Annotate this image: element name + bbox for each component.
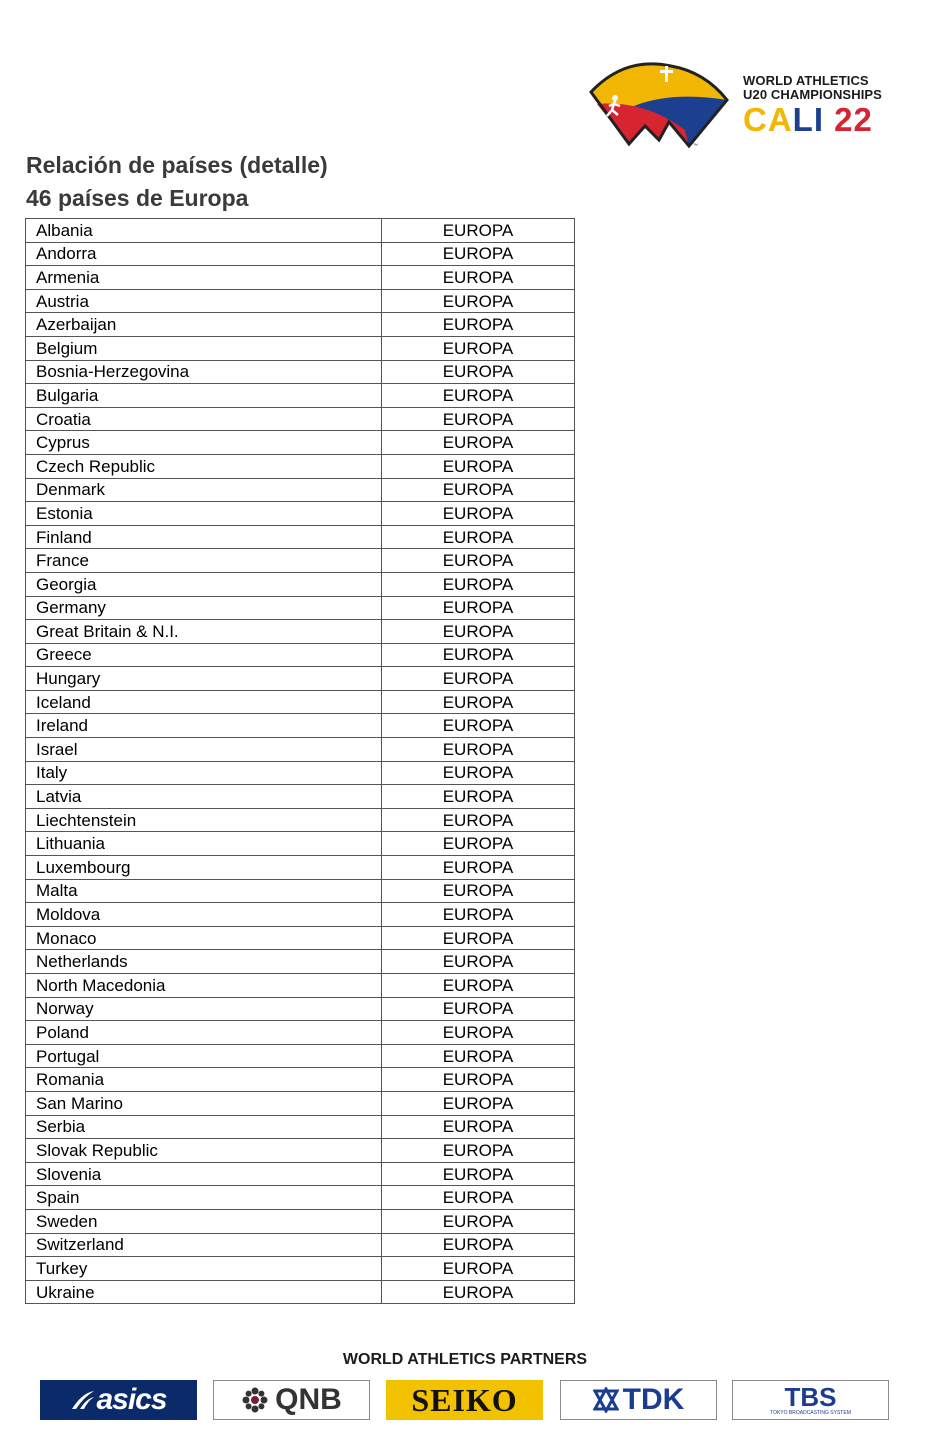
table-row — [26, 761, 575, 785]
country-name-cell: Belgium — [26, 336, 382, 360]
region-cell: EUROPA — [382, 974, 575, 998]
table-row — [26, 1280, 575, 1304]
country-name-cell: Iceland — [26, 690, 382, 714]
country-name-cell: Slovak Republic — [26, 1139, 382, 1163]
region-cell: EUROPA — [382, 761, 575, 785]
seiko-logo — [386, 1380, 543, 1420]
table-row — [26, 690, 575, 714]
table-row — [26, 620, 575, 644]
region-cell: EUROPA — [382, 478, 575, 502]
region-cell: EUROPA — [382, 1139, 575, 1163]
region-cell: EUROPA — [382, 643, 575, 667]
table-row — [26, 596, 575, 620]
table-row — [26, 856, 575, 880]
country-name-cell: Slovenia — [26, 1162, 382, 1186]
country-name-cell: Latvia — [26, 785, 382, 809]
region-cell: EUROPA — [382, 1233, 575, 1257]
table-row — [26, 738, 575, 762]
region-cell: EUROPA — [382, 336, 575, 360]
region-cell: EUROPA — [382, 1186, 575, 1210]
table-row — [26, 1068, 575, 1092]
table-row — [26, 950, 575, 974]
region-cell: EUROPA — [382, 502, 575, 526]
region-cell: EUROPA — [382, 266, 575, 290]
table-row — [26, 997, 575, 1021]
country-name-cell: Ireland — [26, 714, 382, 738]
qnb-emblem-icon — [241, 1386, 269, 1414]
region-cell: EUROPA — [382, 738, 575, 762]
tbs-wordmark: TBS — [784, 1382, 837, 1412]
table-row — [26, 407, 575, 431]
region-cell: EUROPA — [382, 997, 575, 1021]
table-row — [26, 384, 575, 408]
country-name-cell: Liechtenstein — [26, 808, 382, 832]
region-cell: EUROPA — [382, 1044, 575, 1068]
asics-stripes-icon — [70, 1389, 96, 1411]
table-row — [26, 714, 575, 738]
table-row — [26, 242, 575, 266]
logo-line-1: WORLD ATHLETICS — [743, 73, 869, 88]
table-row — [26, 808, 575, 832]
page-subtitle: 46 países de Europa — [26, 185, 249, 211]
country-name-cell: Romania — [26, 1068, 382, 1092]
region-cell: EUROPA — [382, 1021, 575, 1045]
country-name-cell: Austria — [26, 289, 382, 313]
country-name-cell: Turkey — [26, 1257, 382, 1281]
country-name-cell: Cyprus — [26, 431, 382, 455]
table-row — [26, 1091, 575, 1115]
country-name-cell: Luxembourg — [26, 856, 382, 880]
country-name-cell: France — [26, 549, 382, 573]
tbs-logo — [732, 1380, 889, 1420]
logo-wordmark — [743, 74, 895, 137]
table-row — [26, 336, 575, 360]
qnb-logo — [213, 1380, 370, 1420]
region-cell: EUROPA — [382, 879, 575, 903]
tdk-logo — [560, 1380, 717, 1420]
country-name-cell: Portugal — [26, 1044, 382, 1068]
country-name-cell: Poland — [26, 1021, 382, 1045]
country-name-cell: Greece — [26, 643, 382, 667]
table-row — [26, 1139, 575, 1163]
region-cell: EUROPA — [382, 926, 575, 950]
trademark-mark: ™ — [693, 143, 698, 149]
country-name-cell: Bosnia-Herzegovina — [26, 360, 382, 384]
country-name-cell: Czech Republic — [26, 454, 382, 478]
region-cell: EUROPA — [382, 785, 575, 809]
region-cell: EUROPA — [382, 431, 575, 455]
country-name-cell: Moldova — [26, 903, 382, 927]
region-cell: EUROPA — [382, 549, 575, 573]
country-name-cell: Italy — [26, 761, 382, 785]
partners-heading: WORLD ATHLETICS PARTNERS — [342, 1351, 588, 1368]
region-cell: EUROPA — [382, 808, 575, 832]
countries-table — [25, 218, 575, 1304]
table-row — [26, 478, 575, 502]
table-row — [26, 289, 575, 313]
country-name-cell: Netherlands — [26, 950, 382, 974]
country-name-cell: Spain — [26, 1186, 382, 1210]
table-row — [26, 903, 575, 927]
table-row — [26, 1044, 575, 1068]
table-row — [26, 266, 575, 290]
region-cell: EUROPA — [382, 1280, 575, 1304]
table-row — [26, 879, 575, 903]
table-row — [26, 1257, 575, 1281]
country-name-cell: Azerbaijan — [26, 313, 382, 337]
table-row — [26, 219, 575, 243]
country-name-cell: Bulgaria — [26, 384, 382, 408]
region-cell: EUROPA — [382, 572, 575, 596]
logo-line-2: U20 CHAMPIONSHIPS — [743, 87, 882, 102]
country-name-cell: Hungary — [26, 667, 382, 691]
table-row — [26, 454, 575, 478]
region-cell: EUROPA — [382, 690, 575, 714]
country-name-cell: Germany — [26, 596, 382, 620]
country-name-cell: Croatia — [26, 407, 382, 431]
country-name-cell: Finland — [26, 525, 382, 549]
country-name-cell: Switzerland — [26, 1233, 382, 1257]
country-name-cell: Georgia — [26, 572, 382, 596]
seiko-wordmark: SEIKO — [411, 1381, 518, 1418]
country-name-cell: Great Britain & N.I. — [26, 620, 382, 644]
country-name-cell: Lithuania — [26, 832, 382, 856]
tbs-subtitle: TOKYO BROADCASTING SYSTEM — [770, 1410, 851, 1416]
page-title: Relación de países (detalle) — [26, 152, 328, 178]
region-cell: EUROPA — [382, 832, 575, 856]
logo-li: LI — [792, 101, 824, 138]
table-row — [26, 313, 575, 337]
logo-ca: CA — [743, 101, 793, 138]
country-name-cell: Ukraine — [26, 1280, 382, 1304]
country-name-cell: Malta — [26, 879, 382, 903]
region-cell: EUROPA — [382, 1162, 575, 1186]
region-cell: EUROPA — [382, 242, 575, 266]
region-cell: EUROPA — [382, 219, 575, 243]
country-name-cell: Andorra — [26, 242, 382, 266]
region-cell: EUROPA — [382, 1257, 575, 1281]
qnb-wordmark: QNB — [275, 1383, 342, 1416]
region-cell: EUROPA — [382, 289, 575, 313]
table-row — [26, 832, 575, 856]
country-name-cell: Denmark — [26, 478, 382, 502]
country-name-cell: Estonia — [26, 502, 382, 526]
region-cell: EUROPA — [382, 313, 575, 337]
region-cell: EUROPA — [382, 1115, 575, 1139]
table-row — [26, 360, 575, 384]
logo-cali22 — [743, 103, 895, 137]
region-cell: EUROPA — [382, 714, 575, 738]
table-row — [26, 502, 575, 526]
asics-wordmark: asics — [96, 1383, 167, 1416]
table-row — [26, 667, 575, 691]
table-row — [26, 1162, 575, 1186]
countries-table-body — [26, 219, 575, 1304]
country-name-cell: Albania — [26, 219, 382, 243]
region-cell: EUROPA — [382, 1068, 575, 1092]
tdk-emblem-icon — [593, 1387, 619, 1413]
region-cell: EUROPA — [382, 360, 575, 384]
country-name-cell: Monaco — [26, 926, 382, 950]
table-row — [26, 431, 575, 455]
tdk-wordmark: TDK — [622, 1383, 685, 1416]
table-row — [26, 549, 575, 573]
region-cell: EUROPA — [382, 856, 575, 880]
table-row — [26, 926, 575, 950]
table-row — [26, 1021, 575, 1045]
region-cell: EUROPA — [382, 1209, 575, 1233]
country-name-cell: Israel — [26, 738, 382, 762]
region-cell: EUROPA — [382, 667, 575, 691]
country-name-cell: Serbia — [26, 1115, 382, 1139]
region-cell: EUROPA — [382, 950, 575, 974]
region-cell: EUROPA — [382, 1091, 575, 1115]
table-row — [26, 1115, 575, 1139]
event-logo — [585, 60, 895, 152]
table-row — [26, 1186, 575, 1210]
table-row — [26, 572, 575, 596]
table-row — [26, 643, 575, 667]
region-cell: EUROPA — [382, 903, 575, 927]
table-row — [26, 974, 575, 998]
region-cell: EUROPA — [382, 384, 575, 408]
region-cell: EUROPA — [382, 525, 575, 549]
cali-emblem-icon — [585, 60, 730, 152]
region-cell: EUROPA — [382, 407, 575, 431]
country-name-cell: San Marino — [26, 1091, 382, 1115]
region-cell: EUROPA — [382, 454, 575, 478]
table-row — [26, 1233, 575, 1257]
table-row — [26, 525, 575, 549]
table-row — [26, 785, 575, 809]
country-name-cell: North Macedonia — [26, 974, 382, 998]
region-cell: EUROPA — [382, 620, 575, 644]
country-name-cell: Norway — [26, 997, 382, 1021]
table-row — [26, 1209, 575, 1233]
logo-22: 22 — [834, 101, 873, 138]
country-name-cell: Sweden — [26, 1209, 382, 1233]
region-cell: EUROPA — [382, 596, 575, 620]
asics-logo — [40, 1380, 197, 1420]
country-name-cell: Armenia — [26, 266, 382, 290]
